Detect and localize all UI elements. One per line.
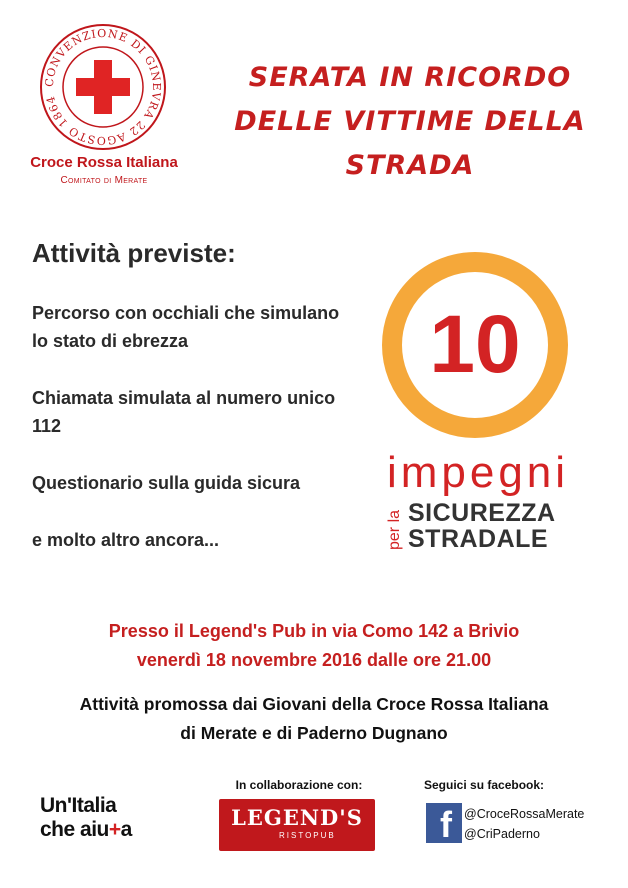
activity-item-4: e molto altro ancora... (32, 530, 220, 550)
collaboration-label: In collaborazione con: (235, 778, 363, 792)
facebook-handle-2: @CriPaderno (464, 827, 540, 841)
campaign-line-1: SICUREZZA (408, 499, 556, 527)
unitalia-line-1: Un'Italia (40, 794, 117, 817)
event-venue: Presso il Legend's Pub in via Como 142 a Brivio (108, 621, 520, 641)
activities-heading: Attività previste: (32, 238, 236, 268)
unitalia-line-2a: che aiu (40, 818, 109, 841)
unitalia-line-2b: a (120, 818, 132, 841)
ten-commitments-badge (380, 250, 570, 440)
activity-item-3: Questionario sulla guida sicura (32, 473, 301, 493)
title-line-1: SERATA IN RICORDO (248, 62, 572, 93)
legends-sub: RISTOPUB (279, 831, 336, 840)
legends-logo (219, 799, 375, 851)
legends-name: LEGEND'S (231, 805, 363, 830)
title-line-2: DELLE VITTIME DELLA (234, 106, 586, 137)
unitalia-logo (40, 794, 132, 842)
activity-item-2: Chiamata simulata al numero unico 112 (32, 388, 336, 436)
promotion-line-2: di Merate e di Paderno Dugnano (180, 723, 448, 743)
logo-ring-text: CONVENZIONE DI GINEVRA 22 AGOSTO 1864 (42, 26, 164, 148)
promotion-line-1: Attività promossa dai Giovani della Croce Rossa Italiana (79, 694, 549, 714)
title-line-3: STRADA (345, 150, 475, 181)
activity-item-1: Percorso con occhiali che simulano lo stato di ebrezza (32, 303, 340, 351)
page-title (205, 56, 615, 188)
event-date: venerdì 18 novembre 2016 dalle ore 21.00 (136, 650, 492, 670)
red-cross-logo (38, 22, 168, 152)
campaign-number: 10 (429, 299, 521, 390)
campaign-word: impegni (386, 448, 570, 497)
facebook-icon: f (426, 803, 462, 843)
unitalia-cross: + (108, 818, 121, 841)
organization-name: Croce Rossa Italiana (30, 154, 178, 171)
campaign-line-2: STRADALE (408, 525, 549, 553)
facebook-handle-1: @CroceRossaMerate (464, 807, 585, 821)
organization-subtitle: Comitato di Merate (60, 175, 148, 186)
facebook-label: Seguici su facebook: (424, 778, 545, 792)
per-la-label (382, 504, 404, 552)
svg-text:per la: per la (386, 509, 403, 550)
